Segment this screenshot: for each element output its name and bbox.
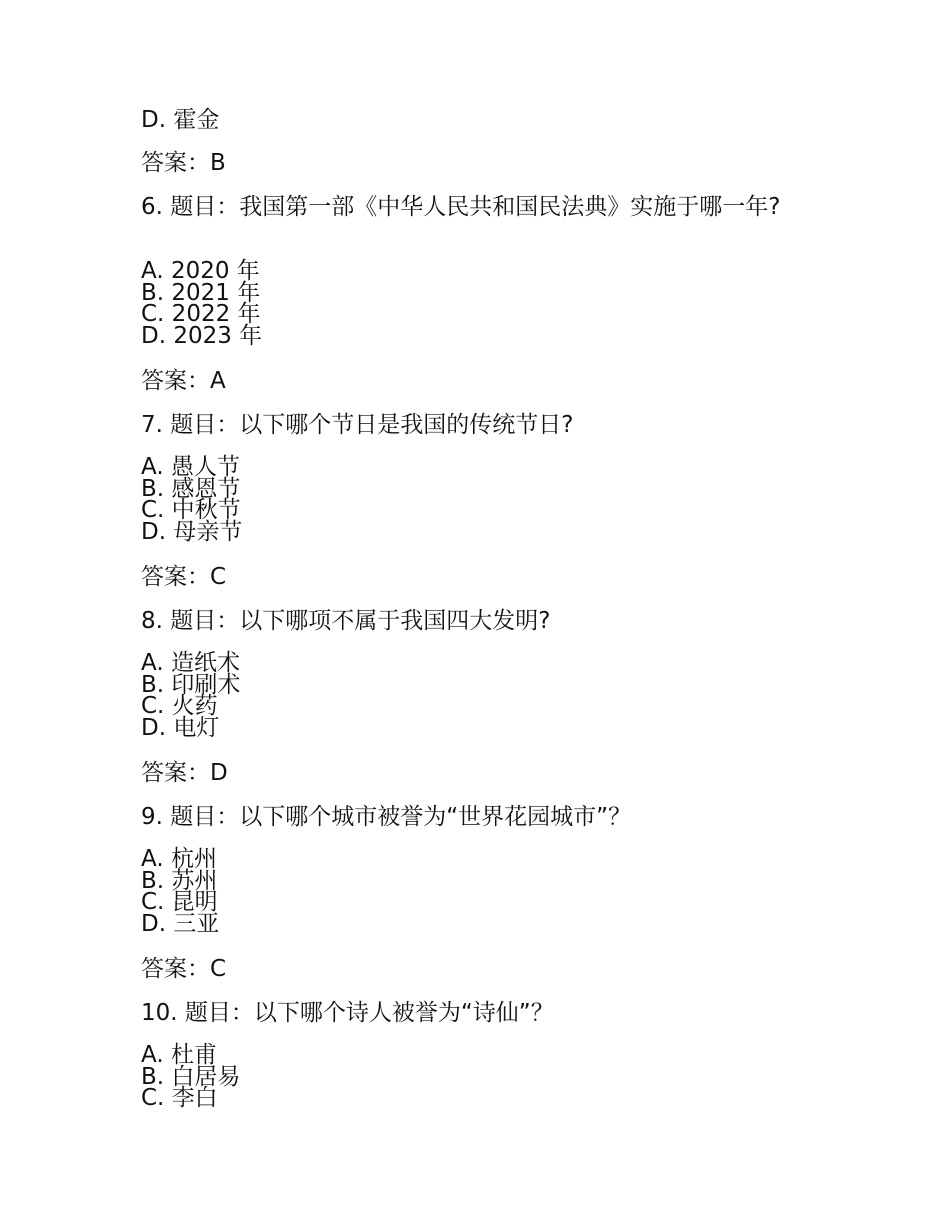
q6-option-b: B. 2021 年 (141, 280, 261, 306)
q6-option-a: A. 2020 年 (141, 258, 260, 284)
q7-option-c: C. 中秋节 (141, 497, 241, 523)
q8-option-a: A. 造纸术 (141, 650, 240, 676)
q9-option-b: B. 苏州 (141, 868, 218, 894)
q9-option-c: C. 昆明 (141, 889, 218, 915)
q7-option-b: B. 感恩节 (141, 476, 241, 502)
q6-question: 6. 题目：我国第一部《中华人民共和国民法典》实施于哪一年? (141, 194, 781, 220)
q5-option-d: D. 霍金 (141, 107, 220, 133)
q8-answer: 答案：D (141, 760, 228, 786)
q9-answer: 答案：C (141, 956, 227, 982)
q7-question: 7. 题目：以下哪个节日是我国的传统节日? (141, 412, 574, 438)
q9-question: 9. 题目：以下哪个城市被誉为“世界花园城市”？ (141, 804, 632, 830)
q7-answer: 答案：C (141, 564, 227, 590)
q9-option-d: D. 三亚 (141, 911, 220, 937)
q6-option-c: C. 2022 年 (141, 301, 261, 327)
q8-option-d: D. 电灯 (141, 715, 220, 741)
q10-option-c: C. 李白 (141, 1085, 218, 1111)
q8-question: 8. 题目：以下哪项不属于我国四大发明? (141, 608, 551, 634)
q6-answer: 答案：A (141, 368, 226, 394)
q8-option-b: B. 印刷术 (141, 672, 241, 698)
q8-option-c: C. 火药 (141, 693, 218, 719)
q6-option-d: D. 2023 年 (141, 323, 263, 349)
q10-option-a: A. 杜甫 (141, 1042, 217, 1068)
q7-option-d: D. 母亲节 (141, 519, 243, 545)
q10-option-b: B. 白居易 (141, 1064, 241, 1090)
q9-option-a: A. 杭州 (141, 846, 217, 872)
q10-question: 10. 题目：以下哪个诗人被誉为“诗仙”？ (141, 1000, 554, 1026)
q7-option-a: A. 愚人节 (141, 454, 240, 480)
q5-answer: 答案：B (141, 150, 226, 176)
